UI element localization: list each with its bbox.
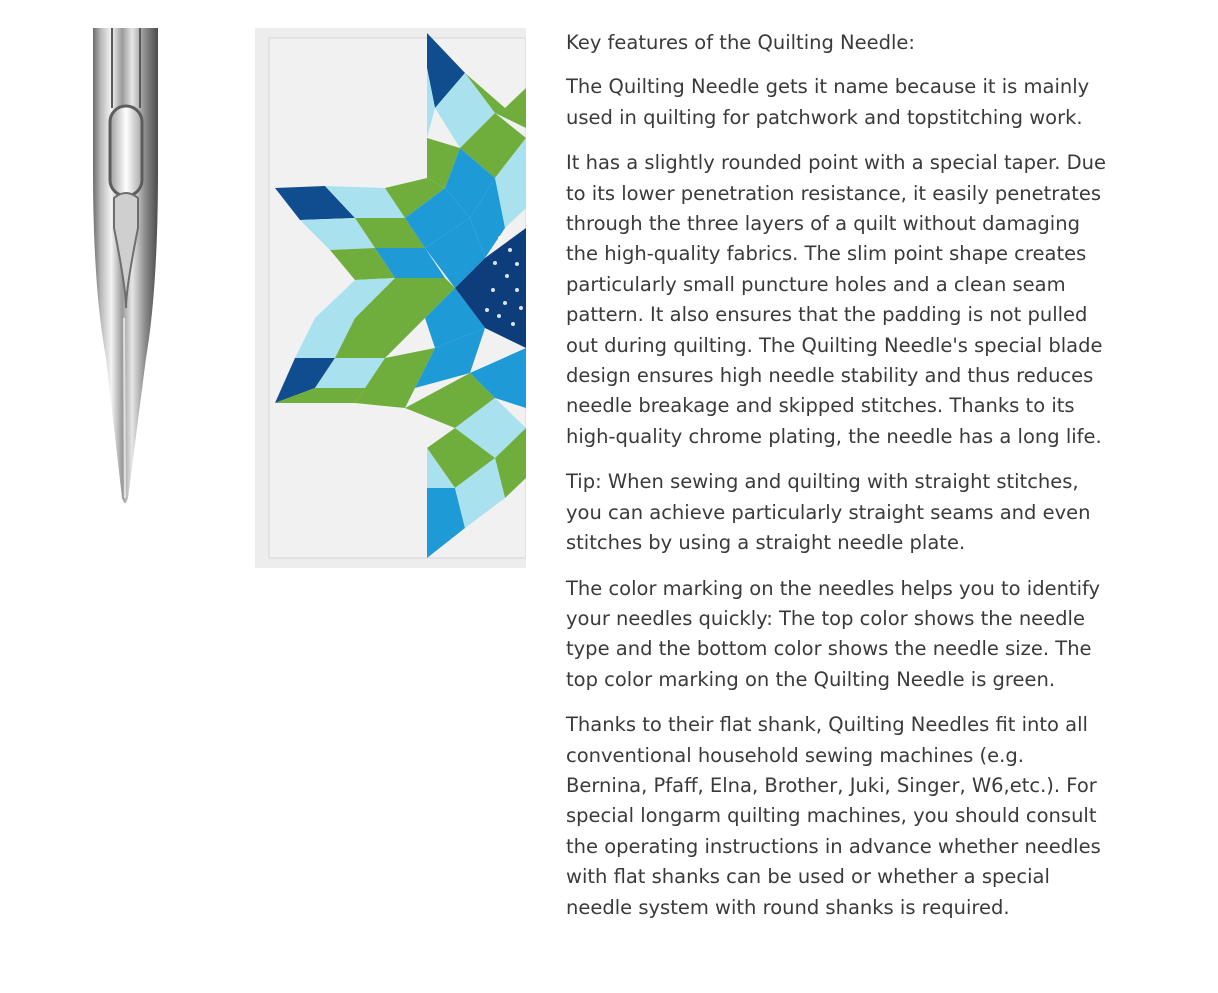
paragraph-tip: Tip: When sewing and quilting with straight stitches, you can achieve particularly straight seams and even stitches by using a straight needle plate. xyxy=(566,470,1091,555)
quilt-image xyxy=(255,28,526,568)
needle-image xyxy=(88,28,164,508)
sewing-needle-icon xyxy=(88,28,164,508)
product-description xyxy=(566,28,1106,938)
quilt-star-patchwork xyxy=(255,28,526,568)
paragraph-name-origin: The Quilting Needle gets it name because it is mainly used in quilting for patchwork and topstitching work. xyxy=(566,75,1090,129)
paragraph-point-design: It has a slightly rounded point with a special taper. Due to its lower penetration resistance, it easily penetrates through the three layers of a quilt without damaging the high-quality fabrics. The slim point shape creates particularly small puncture holes and a clean seam pattern. It also ensures that the padding is not pulled out during quilting. The Quilting Needle's special blade design ensures high needle stability and thus reduces needle breakage and skipped stitches. Thanks to its high-quality chrome plating, the needle has a long life. xyxy=(566,151,1106,448)
features-heading: Key features of the Quilting Needle: xyxy=(566,31,915,54)
paragraph-compatibility: Thanks to their flat shank, Quilting Needles fit into all conventional household sewing machines (e.g. Bernina, Pfaff, Elna, Brother, Juki, Singer, W6,etc.). For special longarm quilting machines, you should consult the operating instructions in advance whether needles with flat shanks can be used or whether a special needle system with round shanks is required. xyxy=(566,713,1101,919)
paragraph-color-marking: The color marking on the needles helps you to identify your needles quickly: The top color shows the needle type and the bottom color shows the needle size. The top color marking on the Quilting Needle is green. xyxy=(566,576,1101,691)
